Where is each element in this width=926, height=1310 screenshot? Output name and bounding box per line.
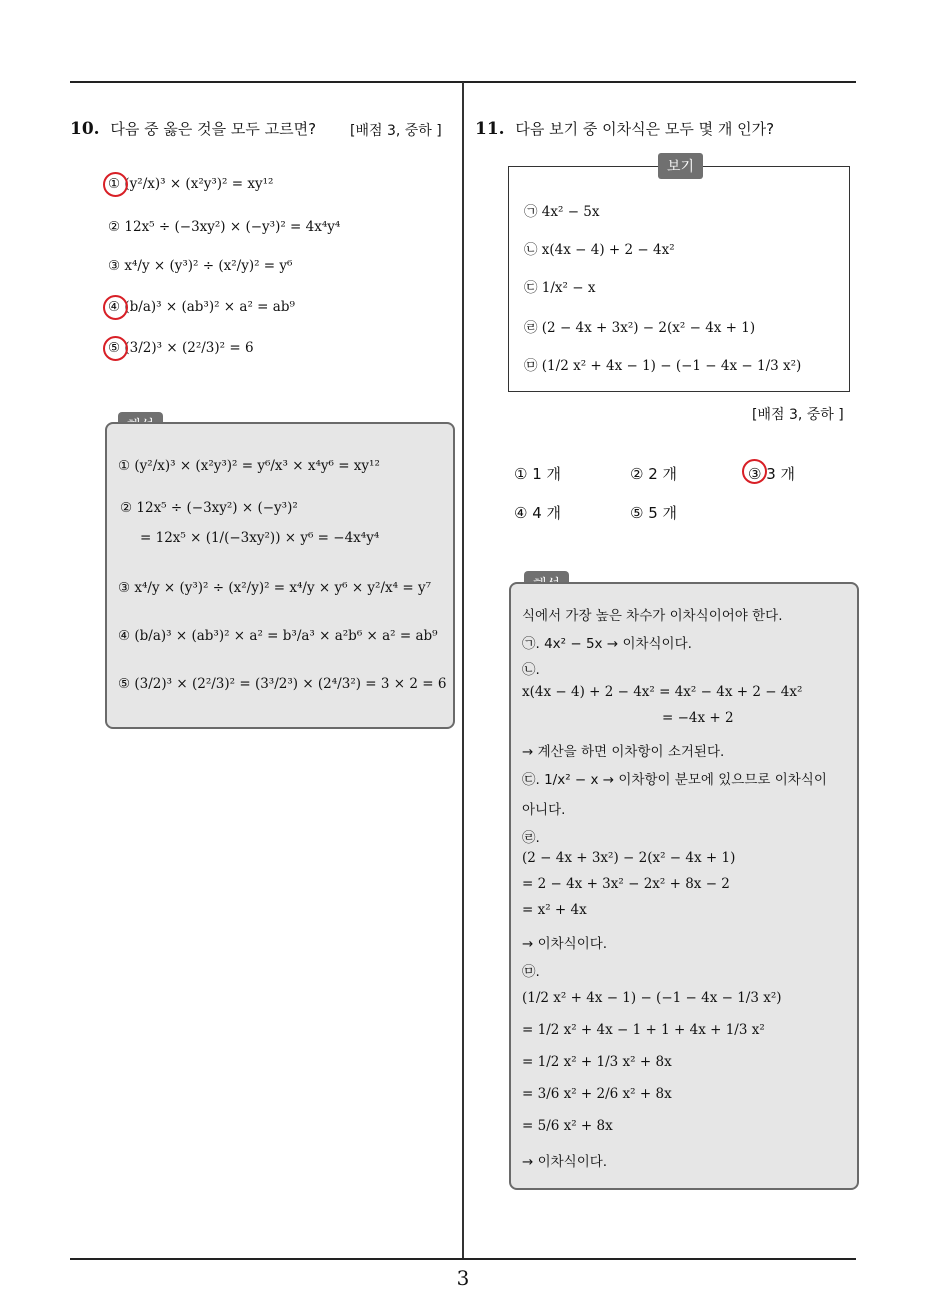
q11-sol-4: x(4x − 4) + 2 − 4x² = 4x² − 4x + 2 − 4x² — [522, 684, 803, 700]
q10-solution-line-1: ① (y²/x)³ × (x²y³)² = y⁶/x³ × x⁴y⁶ = xy¹² — [118, 458, 380, 474]
q10-question: 다음 중 옳은 것을 모두 고르면? — [110, 120, 317, 138]
q10-number: 10. — [70, 119, 100, 139]
q11-bogi-tag: 보기 — [658, 153, 703, 179]
q11-choice-1: ① 1 개 — [514, 465, 562, 483]
q11-bogi-4: ㉣ (2 − 4x + 3x²) − 2(x² − 4x + 1) — [524, 320, 756, 336]
q10-header — [70, 118, 316, 139]
q11-sol-7: ㉢. 1/x² − x → 이차항이 분모에 있으므로 이차식이 — [522, 772, 827, 788]
q10-solution-line-5: ④ (b/a)³ × (ab³)² × a² = b³/a³ × a²b⁶ × a² = ab⁹ — [118, 628, 438, 644]
q11-sol-17: = 1/2 x² + 1/3 x² + 8x — [522, 1054, 672, 1070]
page-number: 3 — [456, 1266, 470, 1290]
q11-choice-2: ② 2 개 — [630, 465, 678, 483]
q11-header — [475, 118, 774, 139]
q10-solution-line-6: ⑤ (3/2)³ × (2²/3)² = (3³/2³) × (2⁴/3²) = 3 × 2 = 6 — [118, 676, 447, 692]
q11-sol-11: = 2 − 4x + 3x² − 2x² + 8x − 2 — [522, 876, 730, 892]
q11-number: 11. — [475, 119, 505, 139]
q10-solution-line-2: ② 12x⁵ ÷ (−3xy²) × (−y³)² — [120, 500, 298, 516]
q11-answer-mark-3 — [742, 459, 767, 484]
q11-sol-5: = −4x + 2 — [662, 710, 734, 726]
q11-sol-6: → 계산을 하면 이차항이 소거된다. — [522, 744, 725, 760]
q11-bogi-2: ㉡ x(4x − 4) + 2 − 4x² — [524, 242, 675, 258]
q11-sol-8: 아니다. — [522, 802, 566, 818]
q11-sol-1: 식에서 가장 높은 차수가 이차식이어야 한다. — [522, 608, 783, 624]
q11-sol-3: ㉡. — [522, 662, 540, 678]
q10-answer-mark-5 — [103, 336, 128, 361]
q10-option-3: ③ x⁴/y × (y³)² ÷ (x²/y)² = y⁶ — [108, 258, 293, 274]
column-divider — [462, 82, 464, 1259]
q11-bogi-5: ㉤ (1/2 x² + 4x − 1) − (−1 − 4x − 1/3 x²) — [524, 358, 802, 374]
q11-sol-9: ㉣. — [522, 830, 540, 846]
bottom-rule — [70, 1258, 856, 1260]
q11-sol-16: = 1/2 x² + 4x − 1 + 1 + 4x + 1/3 x² — [522, 1022, 765, 1038]
q11-sol-15: (1/2 x² + 4x − 1) − (−1 − 4x − 1/3 x²) — [522, 990, 782, 1006]
q11-choice-5: ⑤ 5 개 — [630, 504, 678, 522]
q11-choice-4: ④ 4 개 — [514, 504, 562, 522]
q10-option-4: ④ (b/a)³ × (ab³)² × a² = ab⁹ — [108, 299, 295, 315]
q10-answer-mark-1 — [103, 172, 128, 197]
q11-sol-18: = 3/6 x² + 2/6 x² + 8x — [522, 1086, 672, 1102]
q10-option-1: ① (y²/x)³ × (x²y³)² = xy¹² — [108, 176, 274, 192]
q11-choice-3: ③ 3 개 — [748, 465, 796, 483]
q11-sol-12: = x² + 4x — [522, 902, 587, 918]
q11-sol-14: ㉤. — [522, 964, 540, 980]
q11-sol-10: (2 − 4x + 3x²) − 2(x² − 4x + 1) — [522, 850, 736, 866]
q10-answer-mark-4 — [103, 295, 128, 320]
q10-points: [배점 3, 중하 ] — [350, 123, 442, 139]
q11-question: 다음 보기 중 이차식은 모두 몇 개 인가? — [515, 120, 775, 138]
q11-sol-19: = 5/6 x² + 8x — [522, 1118, 613, 1134]
q10-option-2: ② 12x⁵ ÷ (−3xy²) × (−y³)² = 4x⁴y⁴ — [108, 219, 341, 235]
q11-bogi-1: ㉠ 4x² − 5x — [524, 204, 600, 220]
q10-option-5: ⑤ (3/2)³ × (2²/3)² = 6 — [108, 340, 254, 356]
q11-points: [배점 3, 중하 ] — [752, 407, 844, 423]
q11-sol-13: → 이차식이다. — [522, 936, 608, 952]
q10-solution-line-4: ③ x⁴/y × (y³)² ÷ (x²/y)² = x⁴/y × y⁶ × y²/x⁴ = y⁷ — [118, 580, 431, 596]
q11-sol-2: ㉠. 4x² − 5x → 이차식이다. — [522, 636, 692, 652]
q11-sol-20: → 이차식이다. — [522, 1154, 608, 1170]
q10-solution-line-3: = 12x⁵ × (1/(−3xy²)) × y⁶ = −4x⁴y⁴ — [140, 530, 380, 546]
q11-bogi-3: ㉢ 1/x² − x — [524, 280, 596, 296]
